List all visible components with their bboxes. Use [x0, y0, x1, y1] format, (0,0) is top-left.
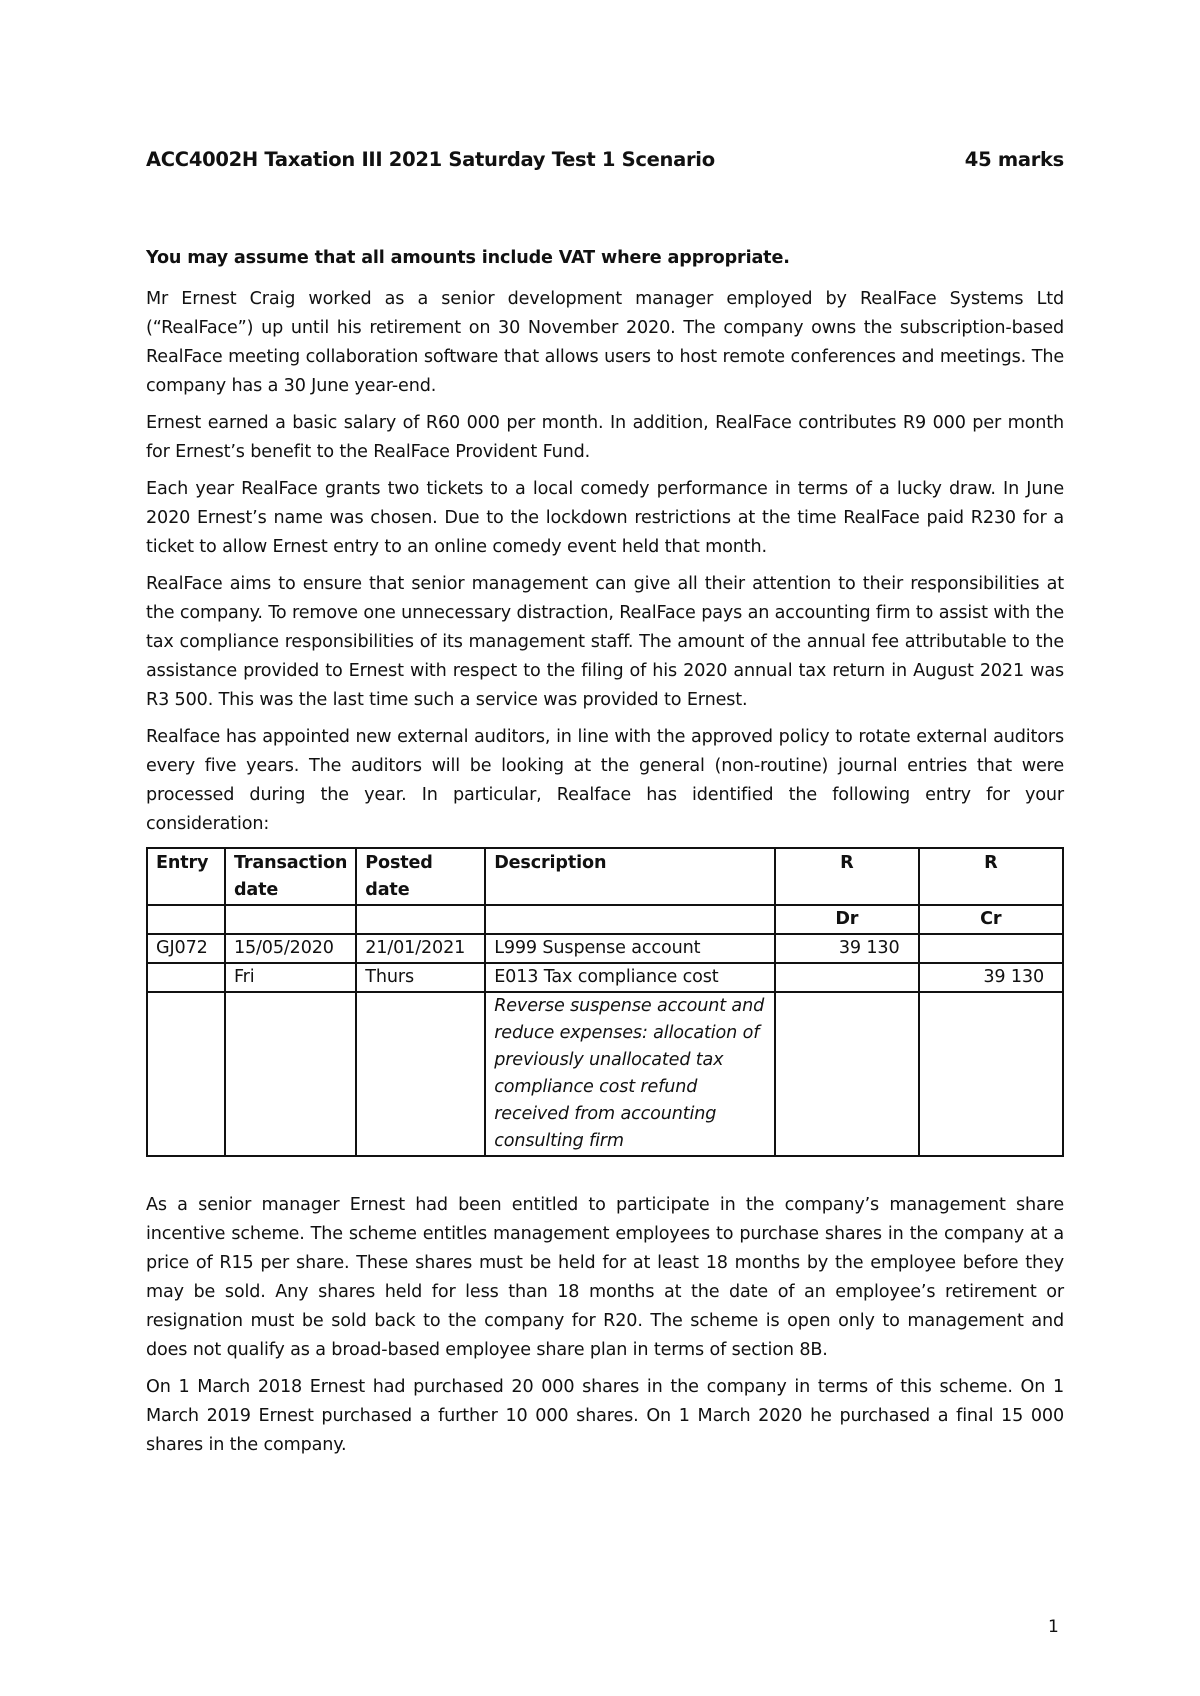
- cell-entry: GJ072: [147, 934, 225, 963]
- header-cr: Cr: [919, 905, 1063, 934]
- cell-dr: 39 130: [775, 934, 918, 963]
- header-description: Description: [485, 848, 775, 905]
- header-entry: Entry: [147, 848, 225, 905]
- paragraph-salary: Ernest earned a basic salary of R60 000 per month. In addition, RealFace contributes R9 000 per month for Ernest’s benefit to the RealFace Provident Fund.: [146, 413, 1064, 462]
- header-posted-date: Posted date: [356, 848, 485, 905]
- cell-narration: Reverse suspense account and reduce expenses: allocation of previously unallocated tax compliance cost refund received from accounting consulting firm: [485, 992, 775, 1156]
- paragraph-share-purchases: On 1 March 2018 Ernest had purchased 20 000 shares in the company in terms of this scheme. On 1 March 2019 Ernest purchased a further 10 000 shares. On 1 March 2020 he purchased a final 15 000 shares in the company.: [146, 1377, 1064, 1455]
- header-r-debit: R: [775, 848, 918, 905]
- document-title: ACC4002H Taxation III 2021 Saturday Test 1 Scenario: [146, 148, 715, 171]
- paragraph-comedy-ticket: Each year RealFace grants two tickets to a local comedy performance in terms of a lucky draw. In June 2020 Ernest’s name was chosen. Due to the lockdown restrictions at the time RealFace paid R230 for a ticket to allow Ernest entry to an online comedy event held that month.: [146, 479, 1064, 557]
- cell-posted-day: Thurs: [356, 963, 485, 992]
- header-transaction-date: Transaction date: [225, 848, 356, 905]
- cell-posted-date: 21/01/2021: [356, 934, 485, 963]
- total-marks: 45 marks: [964, 148, 1064, 171]
- table-row: [147, 934, 1063, 963]
- cell-cr: 39 130: [919, 963, 1063, 992]
- paragraph-background: Mr Ernest Craig worked as a senior development manager employed by RealFace Systems Ltd (“RealFace”) up until his retirement on 30 November 2020. The company owns the subscription-based RealFace meeting collaboration software that allows users to host remote conferences and meetings. The company has a 30 June year-end.: [146, 289, 1064, 396]
- paragraph-tax-compliance: RealFace aims to ensure that senior management can give all their attention to their responsibilities at the company. To remove one unnecessary distraction, RealFace pays an accounting firm to assist with the tax compliance responsibilities of its management staff. The amount of the annual fee attributable to the assistance provided to Ernest with respect to the filing of his 2020 annual tax return in August 2021 was R3 500. This was the last time such a service was provided to Ernest.: [146, 574, 1064, 710]
- table-row: [147, 963, 1063, 992]
- header-r-credit: R: [919, 848, 1063, 905]
- paragraph-share-scheme: As a senior manager Ernest had been entitled to participate in the company’s management share incentive scheme. The scheme entitles management employees to purchase shares in the company at a price of R15 per share. These shares must be held for at least 18 months by the employee before they may be sold. Any shares held for less than 18 months at the date of an employee’s retirement or resignation must be sold back to the company for R20. The scheme is open only to management and does not qualify as a broad-based employee share plan in terms of section 8B.: [146, 1195, 1064, 1360]
- cell-description: L999 Suspense account: [485, 934, 775, 963]
- table-row-narration: [147, 992, 1063, 1156]
- cell-description: E013 Tax compliance cost: [485, 963, 775, 992]
- cell-cr: [919, 934, 1063, 963]
- cell-transaction-date: 15/05/2020: [225, 934, 356, 963]
- vat-note: You may assume that all amounts include VAT where appropriate.: [146, 248, 790, 268]
- table-header-row: [147, 848, 1063, 905]
- cell-entry: [147, 963, 225, 992]
- table-subheader-row: [147, 905, 1063, 934]
- document-body: [146, 244, 1064, 1468]
- journal-entry-table: [146, 847, 1064, 1157]
- cell-transaction-day: Fri: [225, 963, 356, 992]
- title-row: [146, 148, 1064, 176]
- page-number: 1: [1048, 1617, 1059, 1637]
- header-dr: Dr: [775, 905, 918, 934]
- cell-dr: [775, 963, 918, 992]
- paragraph-auditors: Realface has appointed new external auditors, in line with the approved policy to rotate external auditors every five years. The auditors will be looking at the general (non-routine) journal entries that were processed during the year. In particular, Realface has identified the following entry for your consideration:: [146, 727, 1064, 834]
